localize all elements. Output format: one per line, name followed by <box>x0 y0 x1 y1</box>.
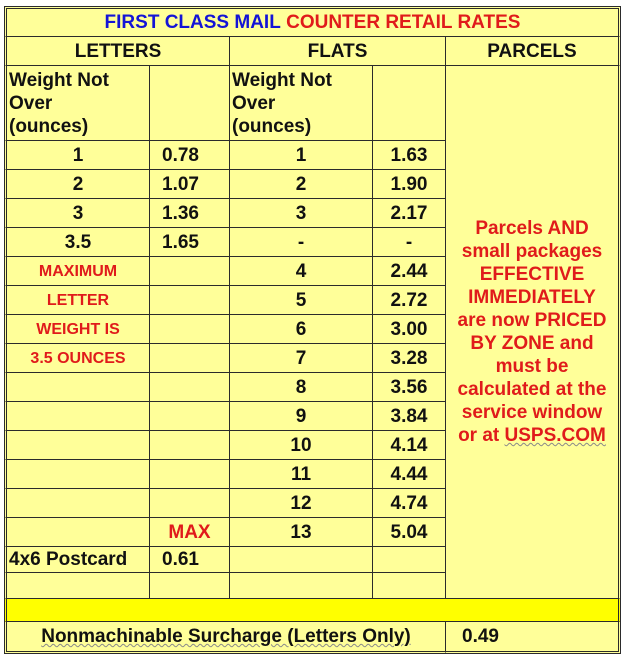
flats-weight-cell: 13 <box>230 518 373 547</box>
letters-price-cell: 1.07 <box>150 170 230 199</box>
flats-price-header <box>373 66 446 141</box>
flats-weight-cell: 7 <box>230 344 373 373</box>
flats-price-cell: 3.00 <box>373 315 446 344</box>
empty-cell <box>373 573 446 599</box>
empty-cell <box>230 547 373 573</box>
parcels-note-line: must be <box>495 356 569 377</box>
surcharge-value: 0.49 <box>446 622 621 654</box>
flats-weight-cell: 9 <box>230 402 373 431</box>
table-title <box>4 6 621 37</box>
parcels-note-prefix: or at <box>458 425 505 446</box>
parcels-note-line: IMMEDIATELY <box>468 287 596 308</box>
max-label: MAX <box>150 518 230 547</box>
letters-price-cell: 1.36 <box>150 199 230 228</box>
flats-weight-cell: - <box>230 228 373 257</box>
letters-price-cell: 0.78 <box>150 141 230 170</box>
weight-header-line3: (ounces) <box>232 116 312 137</box>
empty-cell <box>4 431 150 460</box>
postcard-price: 0.61 <box>150 547 230 573</box>
letters-weight-cell: 2 <box>4 170 150 199</box>
empty-cell <box>150 373 230 402</box>
header-parcels: PARCELS <box>446 37 621 66</box>
letters-weight-header <box>4 66 150 141</box>
flats-price-cell: 2.17 <box>373 199 446 228</box>
usps-link[interactable]: USPS.COM <box>504 425 606 446</box>
empty-cell <box>230 573 373 599</box>
flats-price-cell: 4.14 <box>373 431 446 460</box>
letter-note-line: LETTER <box>4 286 150 315</box>
empty-cell <box>150 573 230 599</box>
parcels-note-line: Parcels AND <box>475 218 589 239</box>
parcels-note-line: calculated at the <box>457 379 607 400</box>
weight-header-line2: Over <box>232 93 276 114</box>
surcharge-label <box>4 622 446 654</box>
letter-note-line: 3.5 OUNCES <box>4 344 150 373</box>
empty-cell <box>150 257 230 286</box>
parcels-note <box>446 66 621 599</box>
flats-price-cell: 3.28 <box>373 344 446 373</box>
surcharge-label-text: Nonmachinable Surcharge (Letters Only) <box>41 626 411 647</box>
flats-weight-cell: 11 <box>230 460 373 489</box>
empty-cell <box>4 489 150 518</box>
letters-weight-cell: 3.5 <box>4 228 150 257</box>
letter-note-line: WEIGHT IS <box>4 315 150 344</box>
flats-weight-cell: 2 <box>230 170 373 199</box>
header-letters: LETTERS <box>4 37 230 66</box>
empty-cell <box>150 344 230 373</box>
empty-cell <box>373 547 446 573</box>
flats-price-cell: 2.44 <box>373 257 446 286</box>
flats-weight-header <box>230 66 373 141</box>
flats-price-cell: 1.63 <box>373 141 446 170</box>
title-first-class: FIRST CLASS MAIL <box>104 12 281 33</box>
empty-cell <box>150 315 230 344</box>
empty-cell <box>150 489 230 518</box>
empty-cell <box>150 460 230 489</box>
weight-header-line1: Weight Not <box>232 70 332 91</box>
parcels-note-line: BY ZONE and <box>470 333 594 354</box>
header-flats: FLATS <box>230 37 446 66</box>
parcels-note-line-last <box>458 424 607 447</box>
parcels-note-line: small packages <box>461 241 603 262</box>
flats-weight-cell: 1 <box>230 141 373 170</box>
parcels-note-text <box>458 217 607 447</box>
empty-cell <box>150 286 230 315</box>
empty-cell <box>150 402 230 431</box>
empty-cell <box>4 373 150 402</box>
flats-price-cell: 5.04 <box>373 518 446 547</box>
flats-price-cell: 1.90 <box>373 170 446 199</box>
letters-price-header <box>150 66 230 141</box>
letters-weight-cell: 3 <box>4 199 150 228</box>
letters-weight-cell: 1 <box>4 141 150 170</box>
parcels-note-line: are now PRICED <box>457 310 607 331</box>
flats-price-cell: 2.72 <box>373 286 446 315</box>
empty-cell <box>4 402 150 431</box>
letter-note-line: MAXIMUM <box>4 257 150 286</box>
flats-weight-cell: 6 <box>230 315 373 344</box>
flats-weight-cell: 8 <box>230 373 373 402</box>
empty-cell <box>4 518 150 547</box>
empty-cell <box>4 460 150 489</box>
flats-weight-cell: 4 <box>230 257 373 286</box>
weight-header-line1: Weight Not <box>9 70 109 91</box>
weight-header-line2: Over <box>9 93 53 114</box>
flats-price-cell: 4.74 <box>373 489 446 518</box>
letters-price-cell: 1.65 <box>150 228 230 257</box>
flats-weight-cell: 10 <box>230 431 373 460</box>
parcels-note-line: EFFECTIVE <box>479 264 585 285</box>
empty-cell <box>150 431 230 460</box>
title-counter-rates: COUNTER RETAIL RATES <box>286 12 521 33</box>
weight-header-line3: (ounces) <box>9 116 89 137</box>
flats-price-cell: 3.84 <box>373 402 446 431</box>
postcard-label: 4x6 Postcard <box>4 547 150 573</box>
separator-band <box>4 599 621 622</box>
parcels-note-line: service window <box>461 402 603 423</box>
flats-weight-cell: 5 <box>230 286 373 315</box>
flats-price-cell: - <box>373 228 446 257</box>
empty-cell <box>4 573 150 599</box>
flats-price-cell: 3.56 <box>373 373 446 402</box>
flats-weight-cell: 3 <box>230 199 373 228</box>
flats-weight-cell: 12 <box>230 489 373 518</box>
flats-price-cell: 4.44 <box>373 460 446 489</box>
